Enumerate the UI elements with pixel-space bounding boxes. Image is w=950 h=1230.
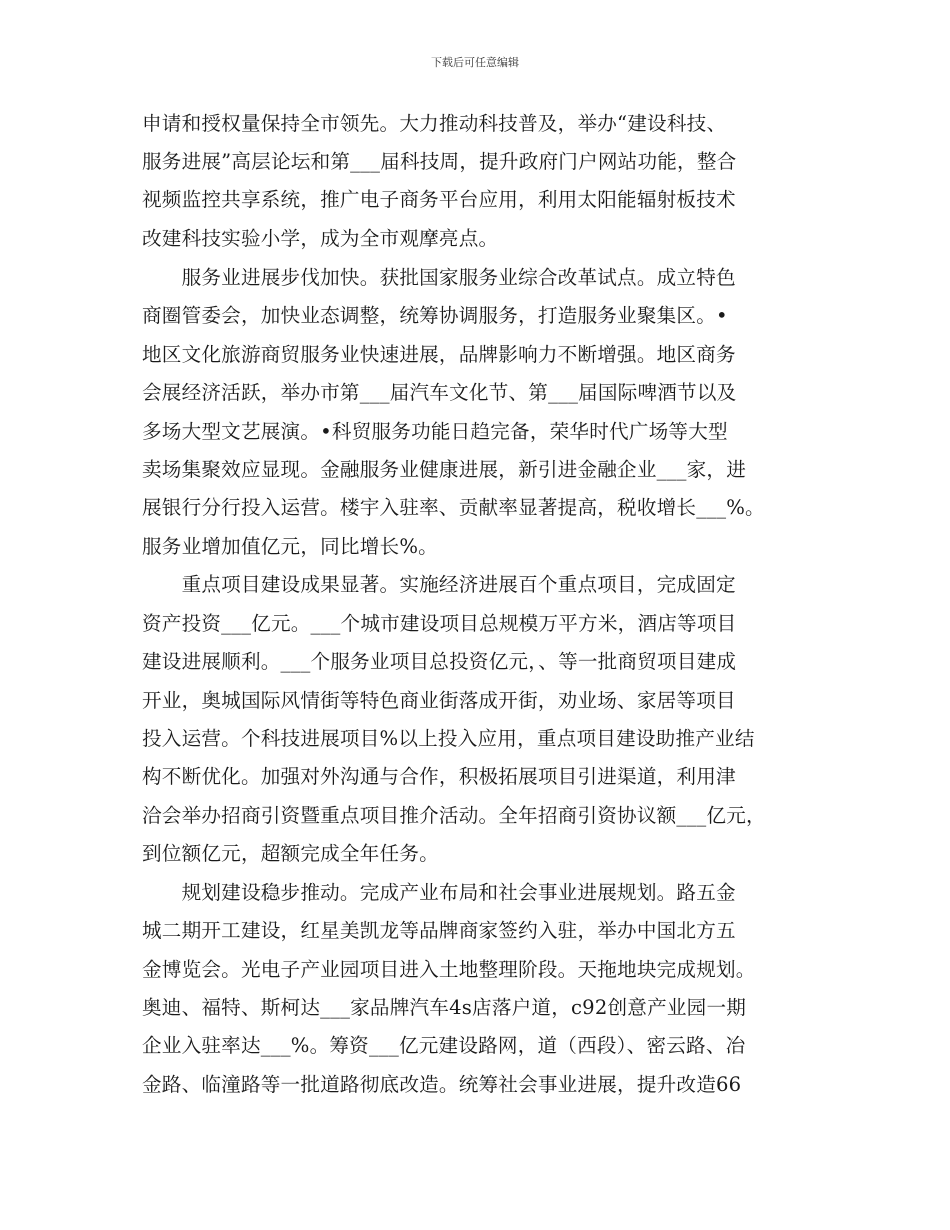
page-header: 下载后可任意编辑 — [431, 56, 519, 69]
text-line: 改建科技实验小学，成为全市观摩亮点。 — [142, 227, 499, 250]
text-line: 规划建设稳步推动。完成产业布局和社会事业进展规划。路五金 — [142, 881, 736, 904]
text-line: 金博览会。光电子产业园项目进入土地整理阶段。天拖地块完成规划。 — [142, 958, 756, 981]
text-line: 重点项目建设成果显著。实施经济进展百个重点项目，完成固定 — [142, 573, 736, 596]
text-line: 服务进展”高层论坛和第___届科技周，提升政府门户网站功能，整合 — [142, 150, 737, 173]
text-line: 奥迪、福特、斯柯达___家品牌汽车4s店落户道，c92创意产业园一期 — [142, 996, 747, 1019]
text-line: 城二期开工建设，红星美凯龙等品牌商家签约入驻，举办中国北方五 — [142, 919, 736, 942]
text-line: 商圈管委会，加快业态调整，统筹协调服务，打造服务业聚集区。• — [142, 304, 728, 327]
text-line: 视频监控共享系统，推广电子商务平台应用，利用太阳能辐射板技术 — [142, 188, 736, 211]
text-line: 金路、临潼路等一批道路彻底改造。统筹社会事业进展，提升改造66 — [142, 1073, 742, 1096]
text-line: 资产投资___亿元。___个城市建设项目总规模万平方米，酒店等项目 — [142, 612, 737, 635]
text-line: 服务业增加值亿元，同比增长%。 — [142, 535, 438, 558]
text-line: 企业入驻率达___%。筹资___亿元建设路网，道（西段）、密云路、冶 — [142, 1034, 746, 1057]
text-line: 服务业进展步伐加快。获批国家服务业综合改革试点。成立特色 — [142, 266, 736, 289]
text-line: 卖场集聚效应显现。金融服务业健康进展，新引进金融企业___家，进 — [142, 458, 747, 481]
text-line: 到位额亿元，超额完成全年任务。 — [142, 842, 439, 865]
text-line: 构不断优化。加强对外沟通与合作，积极拓展项目引进渠道，利用津 — [142, 765, 736, 788]
text-line: 会展经济活跃，举办市第___届汽车文化节、第___届国际啤酒节以及 — [142, 381, 737, 404]
text-line: 申请和授权量保持全市领先。大力推动科技普及，举办“建设科技、 — [142, 112, 727, 135]
text-line: 投入运营。个科技进展项目%以上投入应用，重点项目建设助推产业结 — [142, 727, 755, 750]
text-line: 多场大型文艺展演。•科贸服务功能日趋完备，荣华时代广场等大型 — [142, 420, 728, 443]
text-line: 洽会举办招商引资暨重点项目推介活动。全年招商引资协议额___亿元， — [142, 804, 766, 827]
text-line: 展银行分行投入运营。楼宇入驻率、贡献率显著提高，税收增长___%。 — [142, 496, 765, 519]
text-line: 开业，奥城国际风情街等特色商业街落成开街，劝业场、家居等项目 — [142, 689, 736, 712]
text-line: 建设进展顺利。___个服务业项目总投资亿元，、等一批商贸项目建成 — [142, 650, 737, 673]
text-line: 地区文化旅游商贸服务业快速进展，品牌影响力不断增强。地区商务 — [142, 343, 736, 366]
